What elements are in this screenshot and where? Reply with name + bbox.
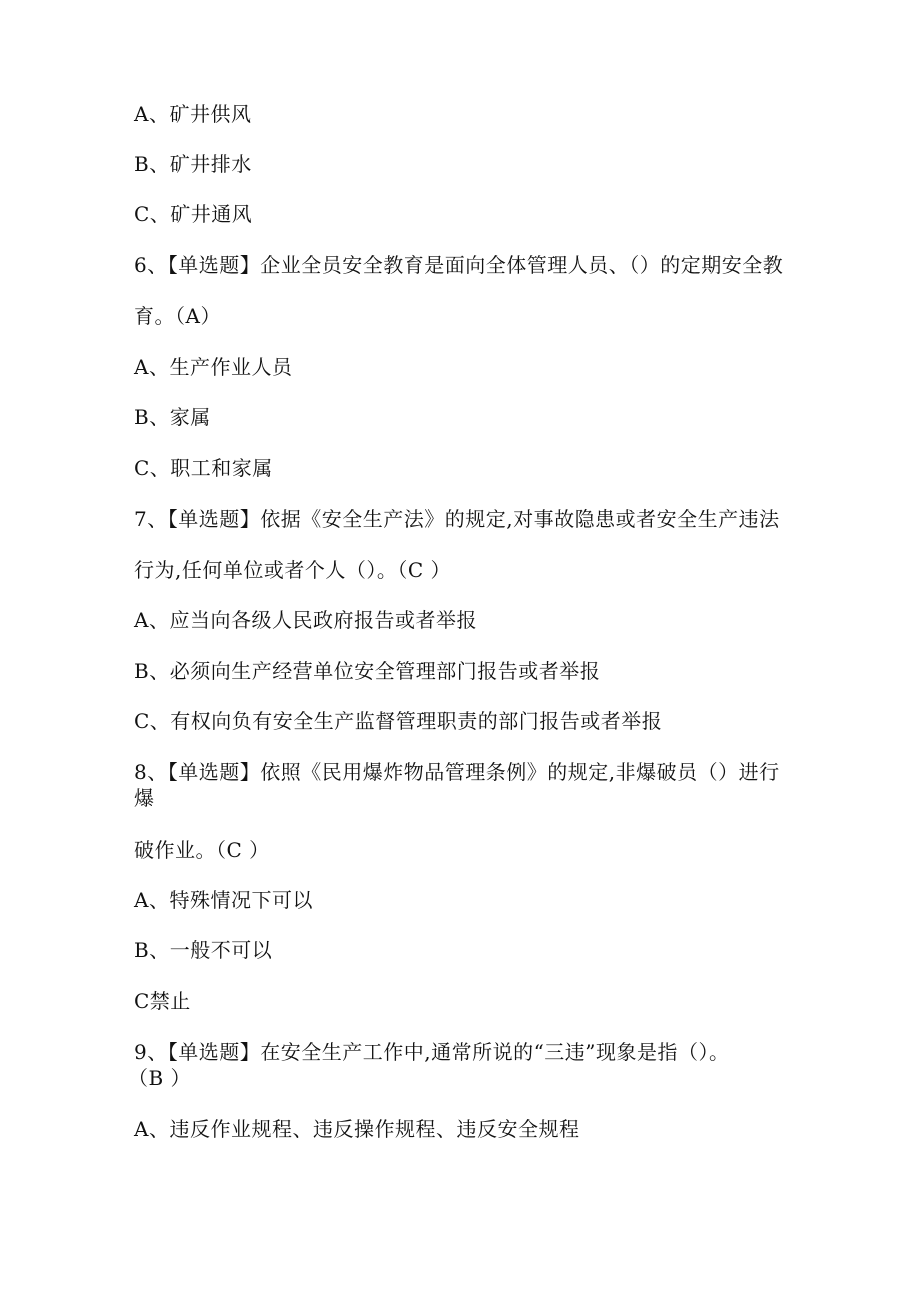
q7-question-line-2: 行为,任何单位或者个人（）。（C ） <box>134 558 452 582</box>
q9-question-line-1: 9、【单选题】在安全生产工作中,通常所说的“三违”现象是指（）。 <box>134 1040 730 1064</box>
q8-question-line-1: 8、【单选题】依照《民用爆炸物品管理条例》的规定,非爆破员（）进行 <box>134 760 780 784</box>
q8-option-b: B、一般不可以 <box>134 938 273 962</box>
q7-question-line-1: 7、【单选题】依据《安全生产法》的规定,对事故隐患或者安全生产违法 <box>134 507 780 531</box>
q6-option-b: B、家属 <box>134 405 211 429</box>
q8-option-a: A、特殊情况下可以 <box>134 888 313 912</box>
q6-option-a: A、生产作业人员 <box>134 355 293 379</box>
q5-option-b: B、矿井排水 <box>134 152 252 176</box>
q5-option-c: C、矿井通风 <box>134 202 253 226</box>
q7-option-a: A、应当向各级人民政府报告或者举报 <box>134 608 477 632</box>
q7-option-b: B、必须向生产经营单位安全管理部门报告或者举报 <box>134 659 601 683</box>
q9-question-line-2: （B ） <box>128 1066 192 1090</box>
q5-option-a: A、矿井供风 <box>134 102 252 126</box>
q7-option-c: C、有权向负有安全生产监督管理职责的部门报告或者举报 <box>134 709 663 733</box>
q8-question-line-3: 破作业。（C ） <box>134 838 270 862</box>
q8-option-c: C禁止 <box>134 989 191 1013</box>
q6-question-line-1: 6、【单选题】企业全员安全教育是面向全体管理人员、（）的定期安全教 <box>134 253 784 277</box>
q6-question-line-2: 育。（A） <box>134 304 221 328</box>
q6-option-c: C、职工和家属 <box>134 456 273 480</box>
q8-question-line-2: 爆 <box>134 786 155 810</box>
q9-option-a: A、违反作业规程、违反操作规程、违反安全规程 <box>134 1117 580 1141</box>
